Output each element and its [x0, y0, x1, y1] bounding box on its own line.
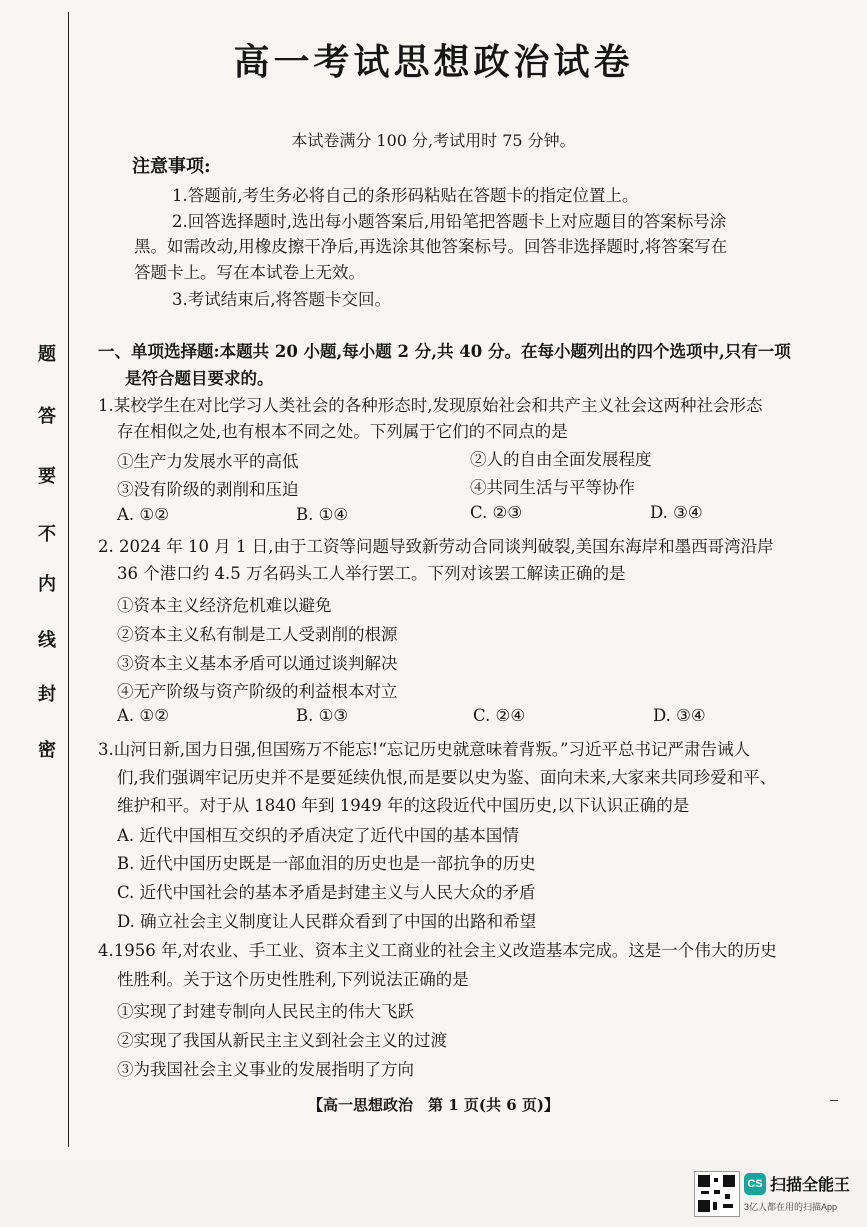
seal-char: 题 — [38, 344, 56, 365]
binding-line — [68, 12, 69, 1147]
statement-item: ①实现了封建专制向人民民主的伟大飞跃 — [117, 1002, 414, 1021]
watermark-subtext: 3亿人都在用的扫描App — [744, 1202, 838, 1212]
camscanner-logo-icon: CS — [744, 1173, 766, 1195]
answer-choice: B. ①③ — [296, 706, 349, 725]
question-stem: 2. 2024 年 10 月 1 日,由于工资等问题导致新劳动合同谈判破裂,美国东海岸和墨西哥湾沿岸 — [98, 537, 774, 556]
seal-char: 答 — [38, 406, 56, 427]
question-stem: 性胜利。关于这个历史性胜利,下列说法正确的是 — [117, 970, 469, 989]
question-stem: 4.1956 年,对农业、手工业、资本主义工商业的社会主义改造基本完成。这是一个伟大的历史 — [98, 941, 777, 960]
question-stem: 们,我们强调牢记历史并不是要延续仇恨,而是要以史为鉴、面向未来,大家来共同珍爱和平、 — [117, 768, 777, 787]
question-stem: 3.山河日新,国力日强,但国殇万不能忘!“忘记历史就意味着背叛。”习近平总书记严肃告诫人 — [98, 740, 750, 759]
seal-char: 密 — [38, 740, 56, 761]
notice-line: 黑。如需改动,用橡皮擦干净后,再选涂其他答案标号。回答非选择题时,将答案写在 — [134, 237, 728, 256]
statement-item: ①资本主义经济危机难以避免 — [117, 596, 332, 615]
question-stem: 36 个港口约 4.5 万名码头工人举行罢工。下列对该罢工解读正确的是 — [117, 564, 626, 583]
qr-code-icon — [694, 1171, 740, 1217]
statement-item: ②资本主义私有制是工人受剥削的根源 — [117, 625, 398, 644]
answer-choice: D. ③④ — [650, 503, 703, 522]
answer-choice: A. ①② — [117, 505, 169, 524]
answer-choice: B. 近代中国历史既是一部血泪的历史也是一部抗争的历史 — [117, 854, 536, 873]
answer-choice: D. 确立社会主义制度让人民群众看到了中国的出路和希望 — [117, 912, 537, 931]
section-heading: 一、单项选择题:本题共 20 小题,每小题 2 分,共 40 分。在每小题列出的四个选项中,只有一项 — [98, 342, 791, 361]
exam-subtitle: 本试卷满分 100 分,考试用时 75 分钟。 — [291, 131, 576, 150]
notice-heading: 注意事项: — [132, 156, 211, 177]
statement-item: ④共同生活与平等协作 — [470, 478, 635, 497]
notice-line: 2.回答选择题时,选出每小题答案后,用铅笔把答题卡上对应题目的答案标号涂 — [172, 212, 727, 231]
answer-choice: A. 近代中国相互交织的矛盾决定了近代中国的基本国情 — [117, 826, 519, 845]
answer-choice: B. ①④ — [296, 505, 349, 524]
answer-choice: C. 近代中国社会的基本矛盾是封建主义与人民大众的矛盾 — [117, 883, 536, 902]
answer-choice: A. ①② — [117, 706, 169, 725]
statement-item: ③没有阶级的剥削和压迫 — [117, 480, 299, 499]
statement-item: ③为我国社会主义事业的发展指明了方向 — [117, 1060, 414, 1079]
notice-line: 3.考试结束后,将答题卡交回。 — [172, 290, 391, 309]
answer-choice: C. ②④ — [473, 706, 526, 725]
notice-line: 1.答题前,考生务必将自己的条形码粘贴在答题卡的指定位置上。 — [172, 186, 639, 205]
answer-choice: C. ②③ — [470, 503, 523, 522]
page-footer: 【高一思想政治 第 1 页(共 6 页)】 — [308, 1096, 559, 1114]
statement-item: ③资本主义基本矛盾可以通过谈判解决 — [117, 654, 398, 673]
question-stem: 存在相似之处,也有根本不同之处。下列属于它们的不同点的是 — [117, 422, 568, 441]
statement-item: ②人的自由全面发展程度 — [470, 450, 652, 469]
notice-line: 答题卡上。写在本试卷上无效。 — [134, 263, 365, 282]
watermark-name: 扫描全能王 — [770, 1177, 851, 1194]
statement-item: ②实现了我国从新民主主义到社会主义的过渡 — [117, 1031, 447, 1050]
exam-title: 高一考试思想政治试卷 — [233, 41, 634, 83]
seal-char: 内 — [38, 574, 56, 595]
statement-item: ④无产阶级与资产阶级的利益根本对立 — [117, 682, 398, 701]
question-stem: 1.某校学生在对比学习人类社会的各种形态时,发现原始社会和共产主义社会这两种社会形态 — [98, 396, 763, 415]
statement-item: ①生产力发展水平的高低 — [117, 452, 299, 471]
seal-char: 不 — [38, 524, 56, 545]
section-heading-cont: 是符合题目要求的。 — [125, 369, 274, 388]
question-stem: 维护和平。对于从 1840 年到 1949 年的这段近代中国历史,以下认识正确的是 — [117, 796, 690, 815]
seal-char: 要 — [38, 466, 56, 487]
seal-char: 封 — [38, 684, 56, 705]
seal-char: 线 — [38, 630, 56, 651]
answer-choice: D. ③④ — [653, 706, 706, 725]
